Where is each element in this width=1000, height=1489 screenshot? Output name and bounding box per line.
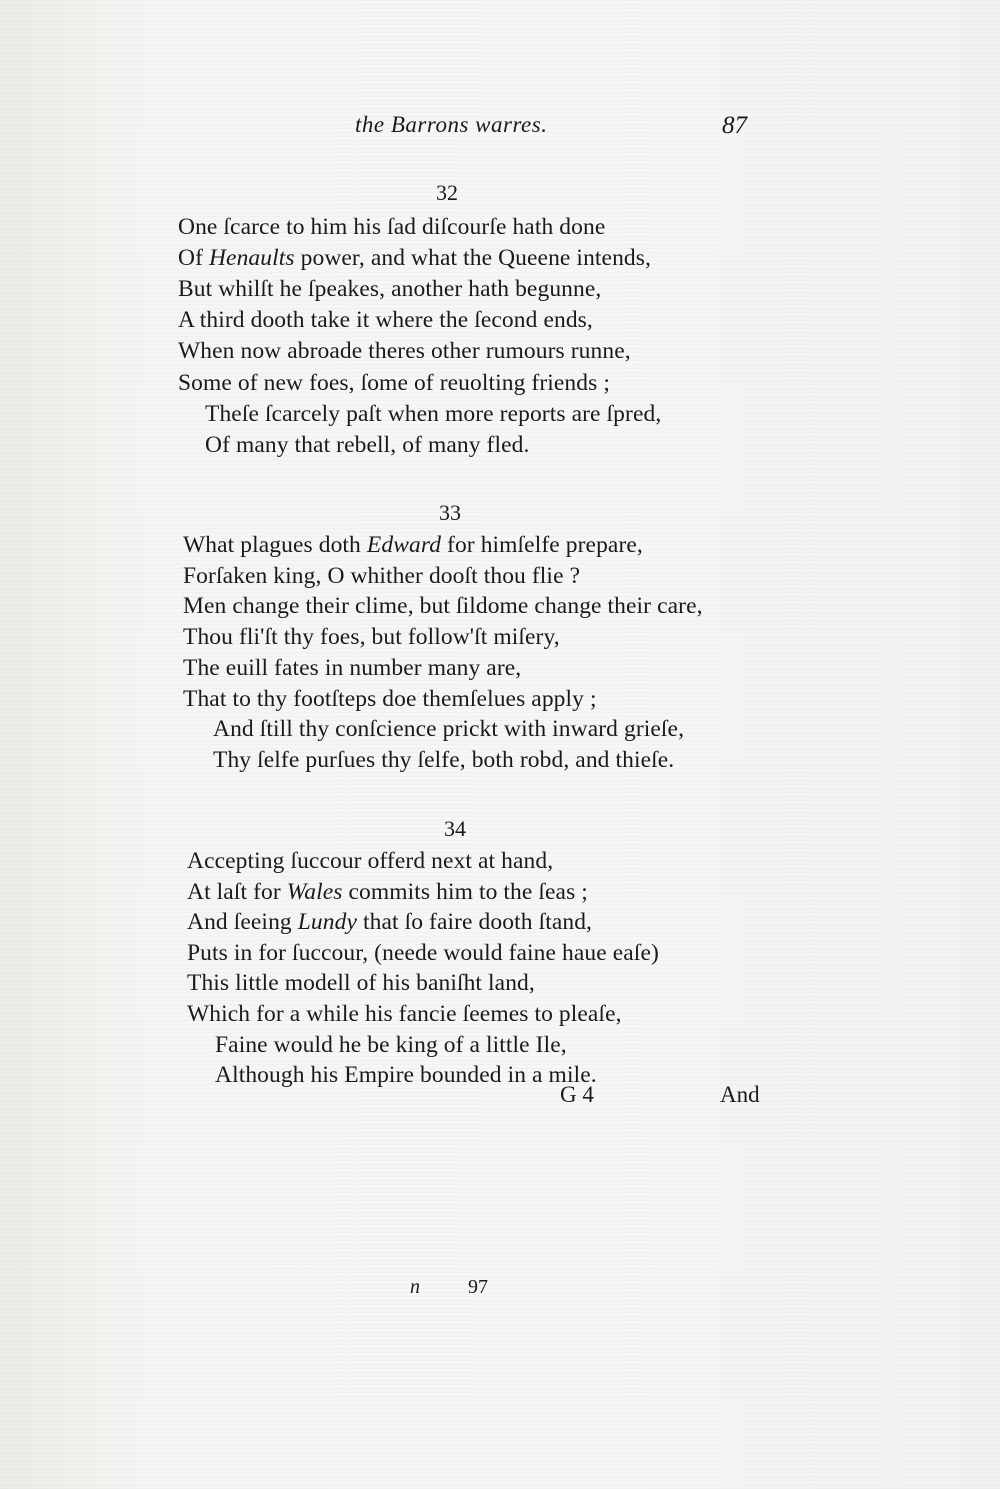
verse-line: Theſe ſcarcely paſt when more reports are ſpred, [205, 400, 662, 427]
verse-line: And ſtill thy conſcience prickt with inward grieſe, [213, 716, 685, 743]
stanza-number: 33 [439, 500, 461, 525]
verse-line: Although his Empire bounded in a mile. [215, 1062, 597, 1089]
verse-line: Men change their clime, but ſildome change their care, [183, 593, 703, 620]
running-head-title: the Barrons warres. [355, 112, 548, 137]
verse-line: Thou fli'ſt thy foes, but follow'ſt miſery, [183, 624, 560, 651]
stanza-number: 34 [444, 816, 466, 841]
verse-line: Puts in for ſuccour, (neede would faine haue eaſe) [187, 939, 659, 966]
footer-number: 97 [468, 1276, 488, 1298]
page-footer [0, 1276, 1000, 1302]
verse-line: Which for a while his fancie ſeemes to pleaſe, [187, 1001, 622, 1027]
verse-line: A third dooth take it where the ſecond ends, [178, 307, 593, 334]
verse-line: Forſaken king, O whither dooſt thou flie ? [183, 562, 581, 589]
running-head [0, 112, 1000, 142]
verse-line: The euill fates in number many are, [183, 654, 522, 681]
verse-line: But whilſt he ſpeakes, another hath begunne, [178, 276, 602, 303]
verse-line: Accepting ſuccour offerd next at hand, [187, 848, 554, 874]
footer-n: n [410, 1276, 420, 1298]
verse-line: Thy ſelfe purſues thy ſelfe, both robd, and thieſe. [213, 746, 675, 773]
stanza-number: 32 [436, 180, 458, 205]
verse-line: One ſcarce to him his ſad diſcourſe hath done [178, 214, 606, 240]
verse-line: Of Henaults power, and what the Queene intends, [178, 245, 651, 272]
signature-line [0, 1082, 1000, 1112]
italic-name: Wales [286, 878, 343, 905]
signature-mark: G 4 [560, 1082, 594, 1107]
page-number: 87 [722, 112, 747, 139]
italic-name: Lundy [297, 909, 357, 936]
italic-name: Henaults [208, 245, 295, 272]
verse-line: When now abroade theres other rumours runne, [178, 338, 631, 365]
verse-line: And ſeeing Lundy that ſo faire dooth ſtand, [187, 909, 593, 936]
verse-line: Some of new foes, ſome of reuolting friends ; [178, 369, 610, 396]
verse-line: At laſt for Wales commits him to the ſeas ; [187, 878, 588, 905]
catchword: And [720, 1082, 760, 1107]
verse-line: Faine would he be king of a little Ile, [215, 1031, 567, 1058]
verse-line: This little modell of his baniſht land, [187, 970, 535, 997]
verse-line: Of many that rebell, of many fled. [205, 431, 530, 458]
italic-name: Edward [366, 532, 442, 558]
verse-line: What plagues doth Edward for himſelfe prepare, [183, 532, 643, 558]
verse-line: That to thy footſteps doe themſelues apply ; [183, 685, 597, 712]
